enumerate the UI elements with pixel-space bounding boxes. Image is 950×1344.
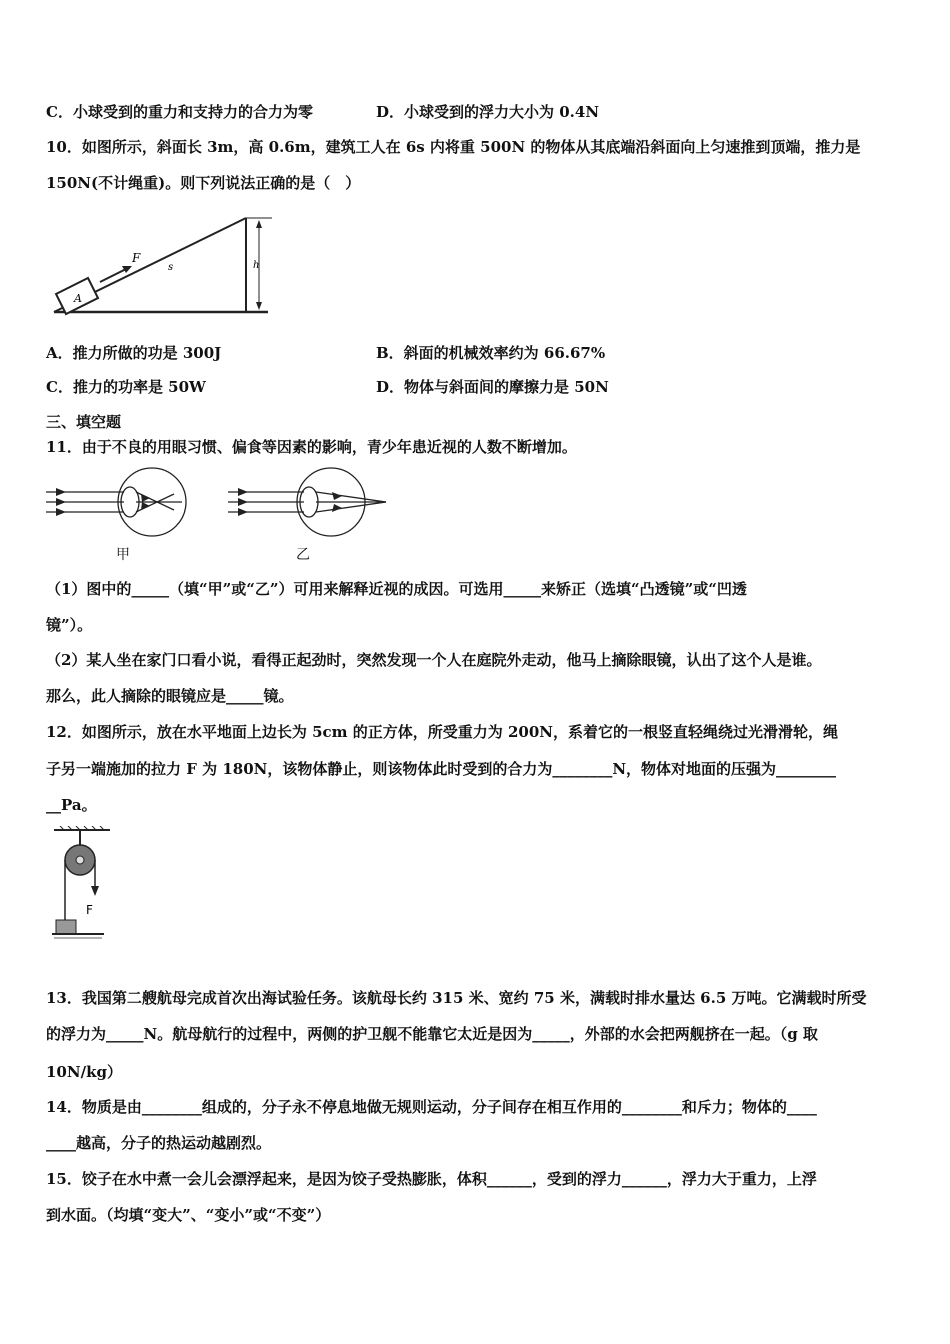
q11-sub1-line2: 镜”）。 <box>46 616 93 634</box>
section-title: 三、填空题 <box>46 413 122 431</box>
q15-stem-line1: 15．饺子在水中煮一会儿会漂浮起来，是因为饺子受热膨胀，体积______，受到的浮力______，浮力大于重力，上浮 <box>46 1170 817 1188</box>
q12-stem-line2: 子另一端施加的拉力 F 为 180N，该物体静止，则该物体此时受到的合力为________N，物体对地面的压强为________ <box>46 760 837 778</box>
q13-stem-line2: 的浮力为_____N。航母航行的过程中，两侧的护卫舰不能靠它太近是因为_____，外部的水会把两舰挤在一起。（g 取 <box>46 1025 818 1043</box>
q14-stem-line2: ____越高，分子的热运动越剧烈。 <box>46 1134 272 1152</box>
force-arrow <box>100 268 128 282</box>
label-s: s <box>168 262 174 273</box>
label-h: h <box>253 260 260 271</box>
q9-option-d: D．小球受到的浮力大小为 0.4N <box>376 103 600 121</box>
q10-stem-line1: 10．如图所示，斜面长 3m，高 0.6m，建筑工人在 6s 内将重 500N 的物体从其底端沿斜面向上匀速推到顶端，推力是 <box>46 138 861 156</box>
q11-sub1-line1: （1）图中的_____（填“甲”或“乙”）可用来解释近视的成因。可选用_____来矫正（选填“凸透镜”或“凹透 <box>46 580 747 598</box>
q13-stem-line3: 10N/kg） <box>46 1063 122 1081</box>
cube <box>56 920 76 934</box>
q11-stem: 11．由于不良的用眼习惯、偏食等因素的影响，青少年患近视的人数不断增加。 <box>46 438 577 456</box>
q15-stem-line2: 到水面。（均填“变大”、“变小”或“不变”） <box>46 1206 331 1224</box>
q11-sub2-line2: 那么，此人摘除的眼镜应是_____镜。 <box>46 687 294 705</box>
label-jia: 甲 <box>116 547 130 563</box>
q10-stem-line2: 150N(不计绳重)。则下列说法正确的是（ ） <box>46 174 361 192</box>
eye-figures <box>46 466 396 566</box>
label-a: A <box>74 292 82 305</box>
q12-stem-line1: 12．如图所示，放在水平地面上边长为 5cm 的正方体，所受重力为 200N，系着它的一根竖直轻绳绕过光滑滑轮，绳 <box>46 723 839 741</box>
label-yi: 乙 <box>296 547 310 563</box>
label-f-pulley: F <box>86 903 93 917</box>
eye-diagram-jia <box>46 468 186 536</box>
label-f: F <box>132 251 141 265</box>
q14-stem-line1: 14．物质是由________组成的，分子永不停息地做无规则运动，分子间存在相互作用的________和斥力；物体的____ <box>46 1098 817 1116</box>
q12-stem-line3: __Pa。 <box>46 796 97 814</box>
q9-option-c: C．小球受到的重力和支持力的合力为零 <box>46 103 313 121</box>
q11-sub2-line1: （2）某人坐在家门口看小说，看得正起劲时，突然发现一个人在庭院外走动，他马上摘除眼镜，认出了这个人是谁。 <box>46 651 822 669</box>
pulley-figure <box>52 826 122 950</box>
q10-option-c: C．推力的功率是 50W <box>46 378 206 396</box>
q10-option-a: A．推力所做的功是 300J <box>46 344 222 362</box>
q10-option-d: D．物体与斜面间的摩擦力是 50N <box>376 378 609 396</box>
q13-stem-line1: 13．我国第二艘航母完成首次出海试验任务。该航母长约 315 米、宽约 75 米，满载时排水量达 6.5 万吨。它满载时所受 <box>46 989 867 1007</box>
q10-option-b: B．斜面的机械效率约为 66.67% <box>376 344 606 362</box>
incline-figure <box>46 210 276 320</box>
eye-diagram-yi <box>228 468 386 536</box>
